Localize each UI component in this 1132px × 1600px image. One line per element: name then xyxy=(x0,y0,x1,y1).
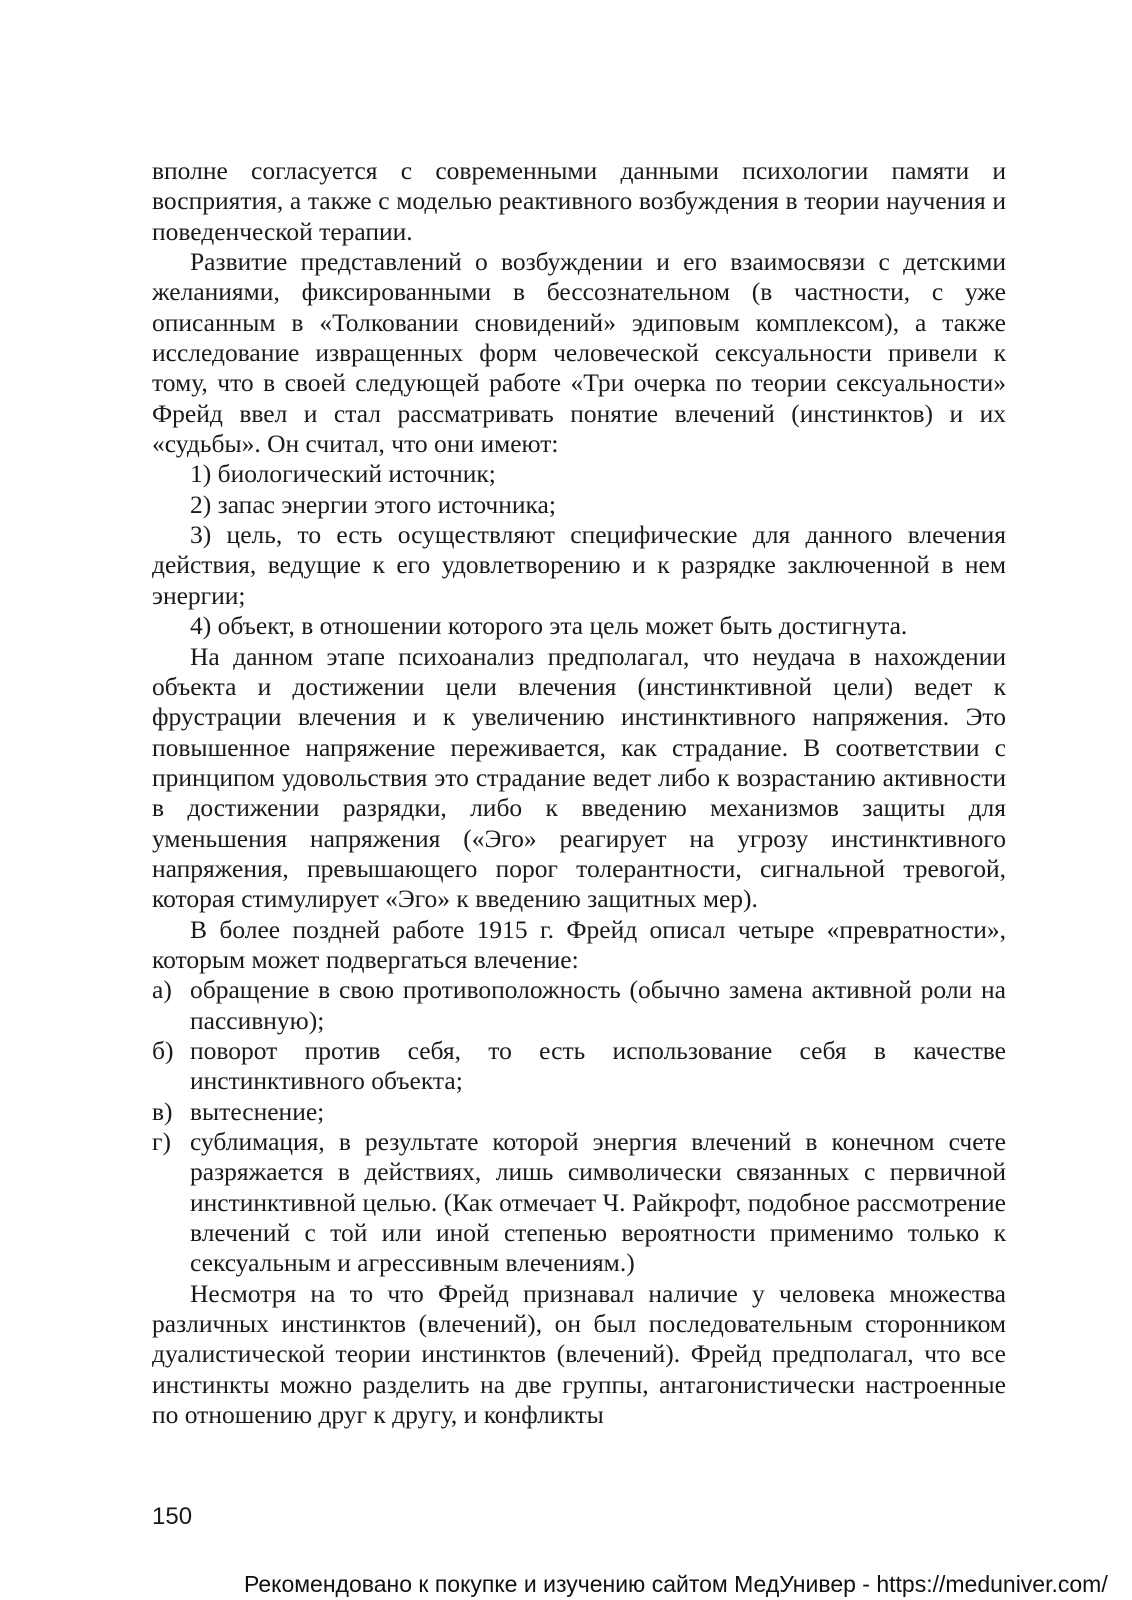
lettered-list-item xyxy=(152,975,1006,1036)
list-text: вытеснение; xyxy=(190,1096,325,1126)
lettered-list-item xyxy=(152,1127,1006,1279)
body-paragraph: На данном этапе психоанализ предполагал, что неудача в нахождении объекта и достижении цели влечения (инстинктивной цели) ведет к фрустрации влечения и к увеличению инстинктивного напряжения. Это повышенное напряжение переживается, как страдание. В соответствии с принципом удовольствия это страдание ведет либо к возрастанию активности в достижении разрядки, либо к введению механизмов защиты для уменьшения напряжения («Эго» реагирует на угрозу инстинктивного напряжения, превышающего порог толерантности, сигнальной тревогой, которая стимулирует «Эго» к введению защитных мер). xyxy=(152,641,1006,914)
page-number: 150 xyxy=(152,1503,193,1530)
numbered-list-item: 3) цель, то есть осуществляют специфические для данного влечения действия, ведущие к его удовлетворению и к разрядке заключенной в нем энергии; xyxy=(152,520,1006,610)
lettered-list-item xyxy=(152,1036,1006,1097)
list-marker: а) xyxy=(152,975,172,1005)
body-paragraph: Несмотря на то что Фрейд признавал наличие у человека множества различных инстинктов (влечений), он был последовательным сторонником дуалистической теории инстинктов (влечений). Фрейд предполагал, что все инстинкты можно разделить на две группы, антагонистически настроенные по отношению друг к другу, и конфликты xyxy=(152,1278,1006,1430)
body-paragraph: Развитие представлений о возбуждении и его взаимосвязи с детскими желаниями, фиксированными в бессознательном (в частности, с уже описанным в «Толковании сновидений» эдиповым комплексом), а также исследование извращенных форм человеческой сексуальности привели к тому, что в своей следующей работе «Три очерка по теории сексуальности» Фрейд ввел и стал рассматривать понятие влечений (инстинктов) и их «судьбы». Он считал, что они имеют: xyxy=(152,247,1006,459)
list-marker: г) xyxy=(152,1127,171,1156)
numbered-list-item: 2) запас энергии этого источника; xyxy=(190,489,556,519)
numbered-list-item: 1) биологический источник; xyxy=(190,459,496,489)
watermark-text: Рекомендовано к покупке и изучению сайтом МедУнивер - https://meduniver.com/ xyxy=(244,1571,1108,1597)
list-marker: в) xyxy=(152,1096,173,1126)
lettered-list-item xyxy=(152,1097,1006,1127)
list-marker: б) xyxy=(152,1035,174,1065)
list-text: поворот против себя, то есть использование себя в качестве инстинктивного объекта; xyxy=(190,1035,1006,1096)
body-paragraph: вполне согласуется с современными данными психологии памяти и восприятия, а также с моделью реактивного возбуждения в теории научения и поведенческой терапии. xyxy=(152,156,1006,246)
list-text: обращение в свою противоположность (обычно замена активной роли на пассивную); xyxy=(190,975,1006,1035)
numbered-list-item: 4) объект, в отношении которого эта цель может быть достигнута. xyxy=(190,611,908,641)
body-paragraph: В более поздней работе 1915 г. Фрейд описал четыре «превратности», которым может подвергаться влечение: xyxy=(152,914,1006,974)
list-text: сублимация, в результате которой энергия влечений в конечном счете разряжается в действиях, лишь символически связанных с первичной инстинктивной целью. (Как отмечает Ч. Райкрофт, подобное рассмотрение влечений с той или иной степенью вероятности применимо только к сексуальным и агрессивным влечениям.) xyxy=(190,1127,1006,1278)
page-body xyxy=(152,156,1006,1430)
